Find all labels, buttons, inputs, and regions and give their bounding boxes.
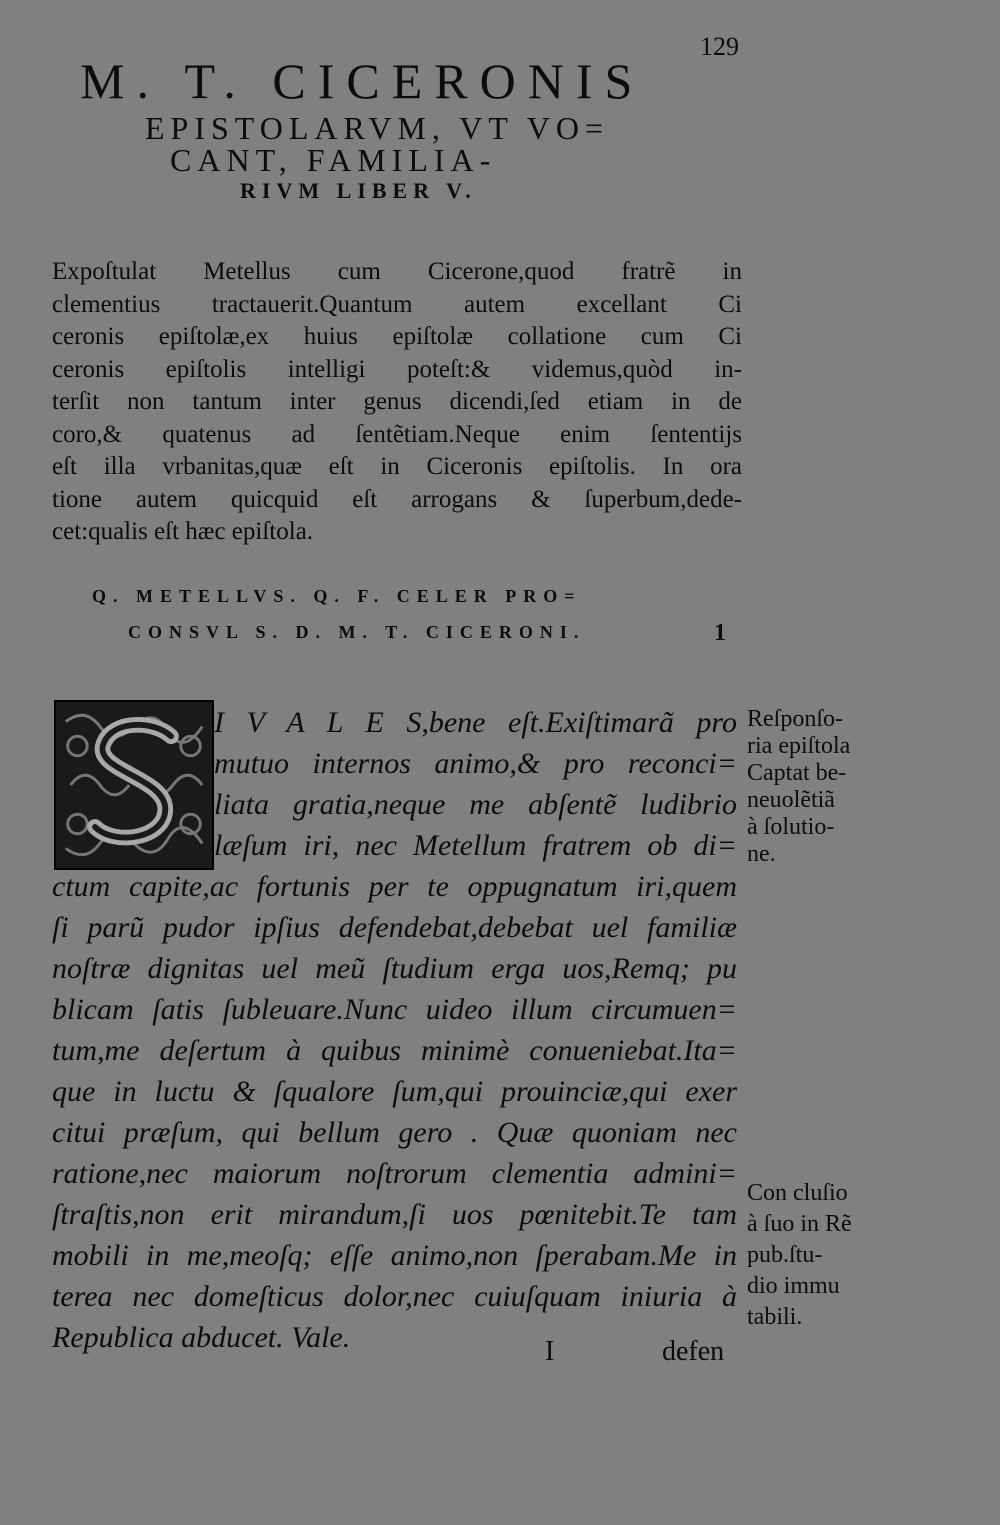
title-line-4: RIVM LIBER V. [240,178,477,203]
margin-note-line: à ſuo in Rẽ [747,1211,852,1237]
letter-line: ctum capite,ac fortunis per te oppugnatum iri,quem [52,870,737,903]
margin-note-line: ne. [747,841,776,867]
margin-note-line: Con cluſio [747,1180,848,1206]
letter-line: tum,me deſertum à quibus minimè conueniebat.Ita= [52,1034,737,1067]
letter-line: Republica abducet. Vale. [52,1321,351,1354]
letter-number: 1 [714,620,726,646]
margin-note-2 [747,1178,897,1333]
letter-line: noſtræ dignitas uel meũ ſtudium erga uos,Remq; pu [52,952,737,985]
margin-note-line: pub.ſtu- [747,1242,823,1268]
margin-note-line: Captat be- [747,760,847,786]
letter-heading-line-1: Q. METELLVS. Q. F. CELER PRO= [92,586,582,606]
letter-line: ratione,nec maiorum noſtrorum clementia admini= [52,1157,737,1190]
argument-line: Expoſtulat Metellus cum Cicerone,quod fratrẽ in [52,258,742,285]
letter-line: que in luctu & ſqualore ſum,qui prouinciæ,qui exer [52,1075,737,1108]
argument-line: tione autem quicquid eſt arrogans & ſuperbum,dede- [52,485,742,513]
margin-note-line: Reſponſo- [747,706,843,732]
letter-line: mutuo internos animo,& pro reconci= [214,747,737,780]
margin-note-line: tabili. [747,1304,803,1330]
margin-note-line: neuolẽtiã [747,787,835,813]
title-line-3: CANT, FAMILIA- [170,142,497,178]
decorated-initial-s [54,700,214,870]
ornament-icon [56,702,212,868]
title-line-2: EPISTOLARVM, VT VO= [145,110,610,146]
margin-note-line: ria epiſtola [747,733,851,759]
margin-note-line: dio immu [747,1273,840,1299]
signature-mark: I [545,1336,555,1367]
letter-line: ſi parũ pudor ipſius defendebat,debebat uel familiæ [52,911,737,944]
letter-line: læſum iri, nec Metellum fratrem ob di= [214,829,737,862]
margin-note-line: à ſolutio- [747,814,835,840]
letter-line: terea nec domeſticus dolor,nec cuiuſquam iniuria à [52,1280,737,1313]
argument-line: terſit non tantum inter genus dicendi,ſed etiam in de [52,388,742,415]
argument-line: coro,& quatenus ad ſentẽtiam.Neque enim ſententijs [52,420,742,448]
letter-line: citui præſum, qui bellum gero . Quæ quoniam nec [52,1116,737,1149]
argument-line: ceronis epiſtolæ,ex huius epiſtolæ collatione cum Ci [52,323,742,350]
letter-heading-line-2: CONSVL S. D. M. T. CICERONI. [128,622,586,642]
letter-line: ſtraſtis,non erit mirandum,ſi uos pœnitebit.Te tam [52,1198,737,1231]
margin-note-1 [747,706,897,868]
letter-line: mobili in me,meoſq; eſſe animo,non ſperabam.Me in [52,1239,737,1272]
argument-paragraph [52,256,742,549]
letter-line: blicam ſatis ſubleuare.Nunc uideo illum circumuen= [52,993,737,1026]
letter-line: I V A L E S,bene eſt.Exiſtimarã pro [214,706,737,739]
catchword: defen [662,1336,725,1367]
argument-line: clementius tractauerit.Quantum autem excellant Ci [52,290,742,318]
title-line-1: M. T. CICERONIS [80,53,645,109]
argument-line: eſt illa vrbanitas,quæ eſt in Ciceronis epiſtolis. In ora [52,453,742,480]
argument-line: cet:qualis eſt hæc epiſtola. [52,518,314,545]
letter-line: liata gratia,neque me abſentẽ ludibrio [214,788,737,821]
page-number: 129 [700,32,739,61]
argument-line: ceronis epiſtolis intelligi poteſt:& videmus,quòd in- [52,355,742,383]
